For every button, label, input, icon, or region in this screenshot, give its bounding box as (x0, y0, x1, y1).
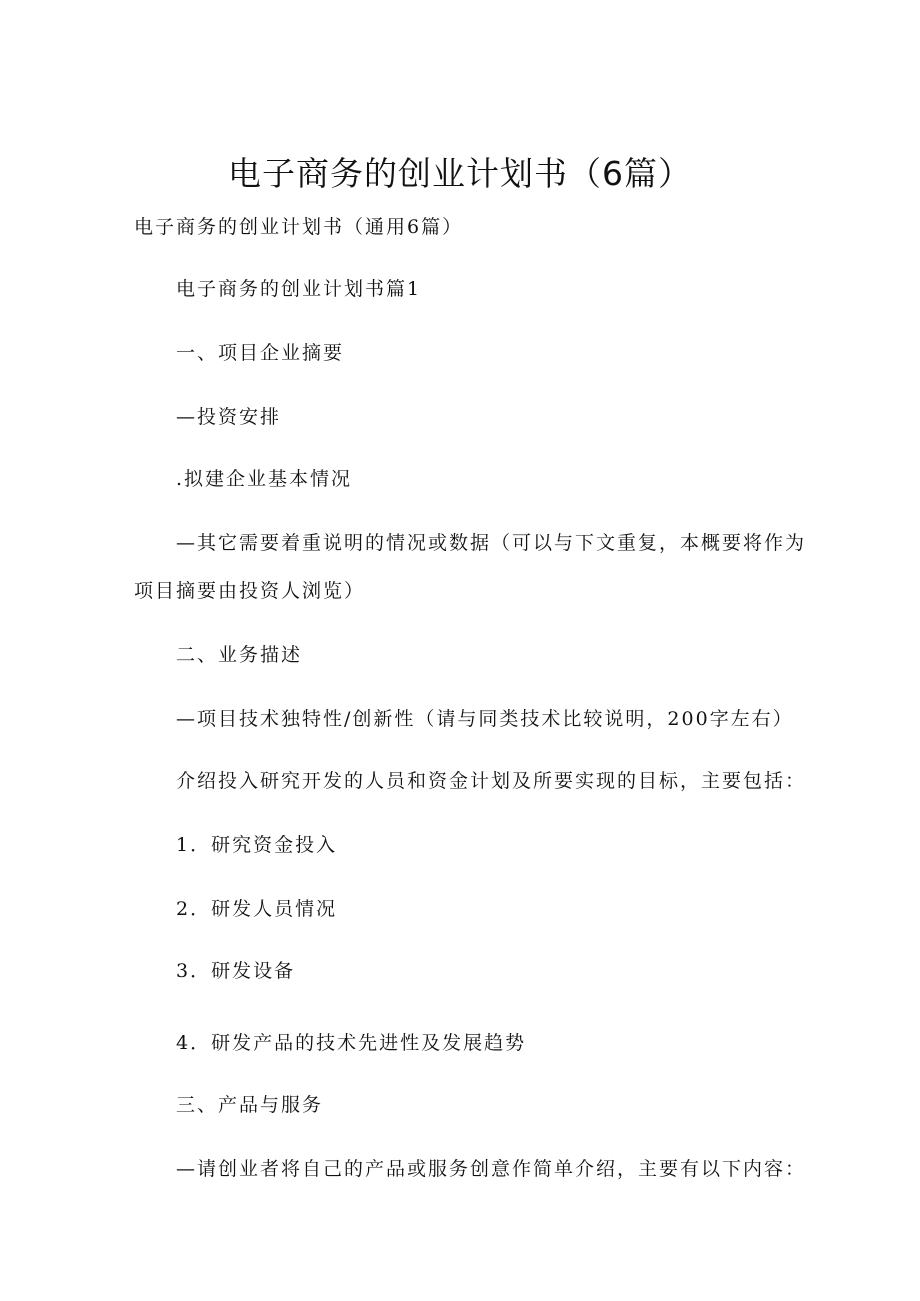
list-item-rd-product-tech: 4．研发产品的技术先进性及发展趋势 (176, 1032, 527, 1054)
section-heading-part-1: 电子商务的创业计划书篇1 (176, 278, 422, 300)
heading-business-description: 二、业务描述 (176, 644, 303, 666)
paragraph-company-basics: .拟建企业基本情况 (176, 468, 353, 490)
paragraph-investment: —投资安排 (176, 406, 282, 428)
heading-products-services: 三、产品与服务 (176, 1094, 324, 1116)
paragraph-tech-uniqueness: —项目技术独特性/创新性（请与同类技术比较说明，200字左右） (176, 708, 794, 730)
document-subtitle: 电子商务的创业计划书（通用6篇） (134, 216, 464, 238)
paragraph-other-info-line2: 项目摘要由投资人浏览） (134, 580, 366, 602)
heading-project-summary: 一、项目企业摘要 (176, 342, 345, 364)
list-item-rd-equipment: 3．研发设备 (176, 960, 296, 982)
list-item-rd-staff: 2．研发人员情况 (176, 898, 338, 920)
list-item-rd-funding: 1．研究资金投入 (176, 834, 338, 856)
document-title: 电子商务的创业计划书（6篇） (228, 154, 692, 193)
paragraph-rd-intro: 介绍投入研究开发的人员和资金计划及所要实现的目标，主要包括： (176, 770, 807, 792)
paragraph-other-info-line1: —其它需要着重说明的情况或数据（可以与下文重复，本概要将作为 (176, 532, 807, 554)
paragraph-product-intro: —请创业者将自己的产品或服务创意作简单介绍，主要有以下内容： (176, 1158, 807, 1180)
